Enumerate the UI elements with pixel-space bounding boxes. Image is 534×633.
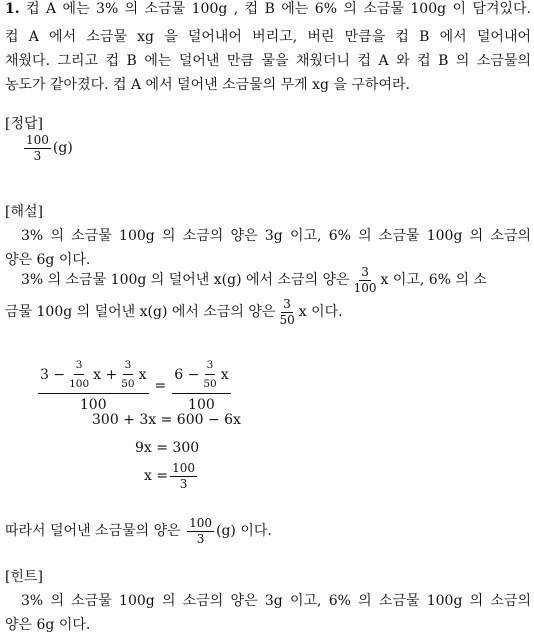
equation-4 [144,462,199,490]
conclusion-tail: (g) 이다. [216,523,272,540]
explanation-heading: [해설] [5,204,43,220]
problem-number: 1. [5,1,20,17]
conclusion-text: 따라서 덜어낸 소금물의 양은 [5,523,181,540]
equation-1-left [38,360,149,412]
fraction-numerator: 3 [205,360,216,375]
eq4-lhs: x = [144,468,169,485]
problem-line-3: 채웠다. 그리고 컵 B 에는 덜어낸 만큼 물을 채웠더니 컵 A 와 컵 B 의 소금물의 [5,53,531,69]
explanation-p1-line2: 양은 6g 이다. [5,252,91,268]
fraction-numerator: 3 [361,265,369,279]
eq1-left-denominator: 100 [79,397,107,414]
fraction-denominator: 50 [203,378,217,391]
explanation-p1-line1: 3% 의 소금물 100g 의 소금의 양은 3g 이고, 6% 의 소금물 100g 의 소금의 [21,228,531,244]
fraction-3-over-100 [352,266,379,294]
fraction-3-over-50 [277,298,296,326]
fraction-denominator: 100 [353,280,377,295]
problem-text-1: 컵 A 에는 3% 의 소금물 100g , 컵 B 에는 6% 의 소금물 100g 이 담겨있다. [26,1,531,17]
fraction-numerator: 100 [172,461,195,475]
eq1-left-term-a: 3 − [40,367,66,384]
conclusion [5,517,272,545]
fraction-numerator: 3 [74,360,85,375]
fraction-denominator: 50 [121,378,135,391]
hint-heading: [힌트] [5,569,43,585]
answer-fraction [24,134,51,162]
explanation-p2-line2 [5,298,343,326]
fraction-denominator: 3 [179,476,188,491]
p2-line1-tail: x 이고, 6% 의 소 [380,272,487,289]
p2-line1-text: 3% 의 소금물 100g 의 덜어낸 x(g) 에서 소금의 양은 [21,272,350,289]
eq1-left-term-c: x [138,367,147,384]
eq1-right-term-b: x [220,367,229,384]
answer-denominator: 3 [33,148,42,163]
problem-line-4: 농도가 같아졌다. 컵 A 에서 덜어낸 소금물의 무게 xg 을 구하여라. [5,77,410,93]
eq4-fraction [170,462,197,490]
eq1-left-term-b: x + [93,367,118,384]
answer-value [22,134,73,162]
fraction-denominator: 100 [69,378,90,391]
equals-sign: = [154,378,167,395]
explanation-p2-line1 [21,266,487,294]
answer-numerator: 100 [26,133,49,147]
equation-1-right [172,360,230,412]
hint-line-2: 양은 6g 이다. [5,617,91,633]
equation-3: 9x = 300 [135,440,200,456]
problem-line-2: 컵 A 에서 소금물 xg 을 덜어내어 버리고, 버린 만큼을 컵 B 에서 덜어내어 [5,29,531,45]
eq1-right-denominator: 100 [188,397,215,414]
fraction-numerator: 3 [283,297,291,311]
hint-line-1: 3% 의 소금물 100g 의 소금의 양은 3g 이고, 6% 의 소금물 100g 의 소금의 [21,593,531,609]
conclusion-fraction [187,517,214,545]
eq1-right-term-a: 6 − [174,367,200,384]
p2-line2-text: 금물 100g 의 덜어낸 x(g) 에서 소금의 양은 [5,304,276,321]
fraction-numerator: 100 [189,516,212,530]
answer-heading: [정답] [5,116,43,132]
fraction-denominator: 50 [279,312,295,327]
problem-line-1 [5,2,531,16]
answer-unit: (g) [52,140,73,157]
fraction-denominator: 3 [196,531,205,546]
equation-2: 300 + 3x = 600 − 6x [92,412,241,428]
fraction-numerator: 3 [123,360,134,375]
p2-line2-tail: x 이다. [298,304,343,321]
equation-1 [38,360,231,412]
